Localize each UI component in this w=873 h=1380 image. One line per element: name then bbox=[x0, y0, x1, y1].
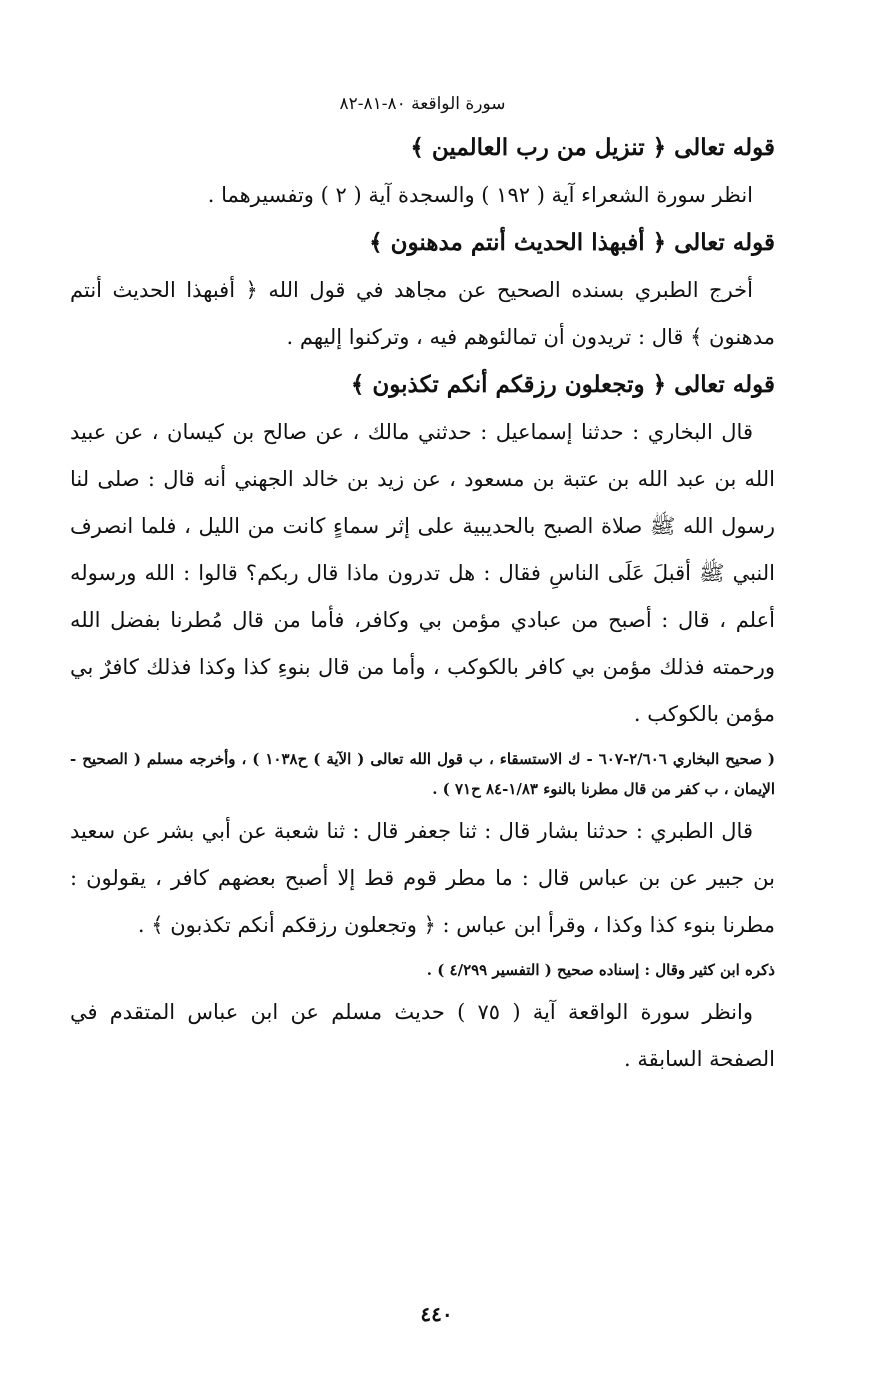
page-body bbox=[70, 90, 775, 1083]
page-number: ٤٤٠ bbox=[420, 1302, 453, 1326]
section-4-reference: ذكره ابن كثير وقال : إسناده صحيح ( التفسير ٤/٢٩٩ ) . bbox=[426, 961, 775, 979]
section-heading-3: قوله تعالى ﴿ وتجعلون رزقكم أنكم تكذبون ﴾ bbox=[350, 371, 775, 398]
section-2-paragraph: أخرج الطبري بسنده الصحيح عن مجاهد في قول الله ﴿ أفبهذا الحديث أنتم مدهنون ﴾ قال : تريدون أن تمالئوهم فيه ، وتركنوا إليهم . bbox=[70, 278, 775, 349]
section-3-paragraph: قال البخاري : حدثنا إسماعيل : حدثني مالك ، عن صالح بن كيسان ، عن عبيد الله بن عبد الله بن عتبة بن مسعود ، عن زيد بن خالد الجهني أنه قال : صلى لنا رسول الله ﷺ صلاة الصبح بالحديبية على إثر سماءٍ كانت من الليل ، فلما انصرف النبي ﷺ أقبلَ عَلَى الناسِ فقال : هل تدرون ماذا قال ربكم؟ قالوا : الله ورسوله أعلم ، قال : أصبح من عبادي مؤمن بي وكافر، فأما من قال مُطرنا بفضل الله ورحمته فذلك مؤمن بي كافر بالكوكب ، وأما من قال بنوءِ كذا وكذا فذلك كافرٌ بي مؤمن بالكوكب . bbox=[70, 420, 775, 726]
section-heading-1: قوله تعالى ﴿ تنزيل من رب العالمين ﴾ bbox=[410, 134, 775, 161]
section-3-reference: ( صحيح البخاري ٢/٦٠٦-٦٠٧ - ك الاستسقاء ، ب قول الله تعالى ( الآية ) ح١٠٣٨ ) ، وأخرجه مسلم ( الصحيح - الإيمان ، ب كفر من قال مطرنا بالنوء ١/٨٣-٨٤ ح٧١ ) . bbox=[70, 750, 775, 798]
section-heading-2: قوله تعالى ﴿ أفبهذا الحديث أنتم مدهنون ﴾ bbox=[369, 229, 775, 256]
section-5-paragraph: وانظر سورة الواقعة آية ( ٧٥ ) حديث مسلم عن ابن عباس المتقدم في الصفحة السابقة . bbox=[70, 1000, 775, 1071]
running-head: سورة الواقعة ٨٠-٨١-٨٢ bbox=[339, 94, 506, 114]
section-4-paragraph: قال الطبري : حدثنا بشار قال : ثنا جعفر قال : ثنا شعبة عن أبي بشر عن سعيد بن جبير عن بن عباس قال : ما مطر قوم قط إلا أصبح بعضهم كافر ، يقولون : مطرنا بنوء كذا وكذا ، وقرأ ابن عباس : ﴿ وتجعلون رزقكم أنكم تكذبون ﴾ . bbox=[70, 819, 775, 937]
section-1-paragraph: انظر سورة الشعراء آية ( ١٩٢ ) والسجدة آية ( ٢ ) وتفسيرهما . bbox=[207, 183, 753, 207]
